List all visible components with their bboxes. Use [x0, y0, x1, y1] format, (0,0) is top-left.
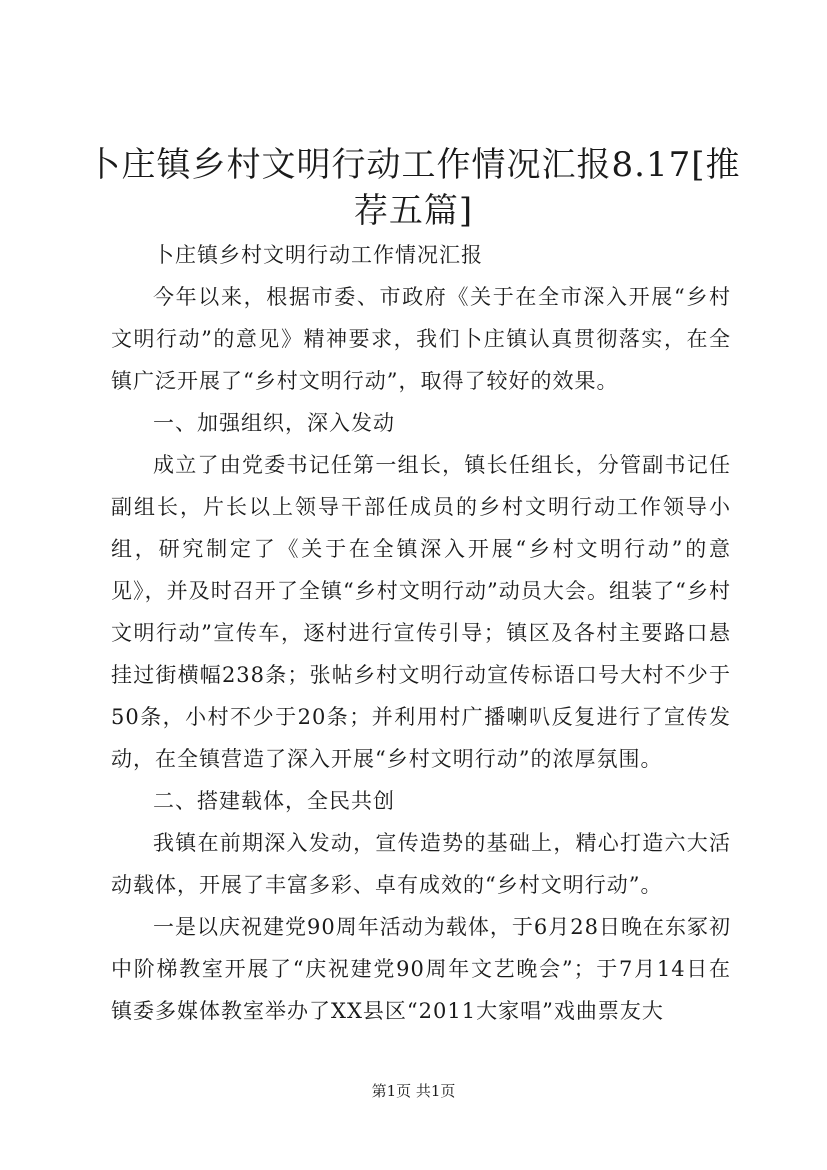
paragraph-intro: 今年以来，根据市委、市政府《关于在全市深入开展“乡村文明行动”的意见》精神要求，我们卜庄镇认真贯彻落实，在全镇广泛开展了“乡村文明行动”，取得了较好的效果。 [111, 285, 731, 393]
document-subtitle: 卜庄镇乡村文明行动工作情况汇报 [153, 243, 483, 267]
page-footer: 第1页 共1页 [371, 1082, 456, 1100]
paragraph-party-anniversary: 一是以庆祝建党90周年活动为载体，于6月28日晚在东冢初中阶梯教室开展了“庆祝建党90周年文艺晚会”；于7月14日在镇委多媒体教室举办了XX县区“2011大家唱”戏曲票友大 [111, 915, 731, 1023]
paragraph-organization: 成立了由党委书记任第一组长，镇长任组长，分管副书记任副组长，片长以上领导干部任成员的乡村文明行动工作领导小组，研究制定了《关于在全镇深入开展“乡村文明行动”的意见》，并及时召开了全镇“乡村文明行动”动员大会。组装了“乡村文明行动”宣传车，逐村进行宣传引导；镇区及各村主要路口悬挂过街横幅238条；张帖乡村文明行动宣传标语口号大村不少于50条，小村不少于20条；并利用村广播喇叭反复进行了宣传发动，在全镇营造了深入开展“乡村文明行动”的浓厚氛围。 [111, 453, 731, 771]
paragraph-carriers: 我镇在前期深入发动，宣传造势的基础上，精心打造六大活动载体，开展了丰富多彩、卓有成效的“乡村文明行动”。 [111, 831, 731, 897]
document-body [111, 234, 731, 1032]
section-heading-2: 二、搭建载体，全民共创 [153, 789, 395, 813]
section-heading-1: 一、加强组织，深入发动 [153, 411, 395, 435]
document-title: 卜庄镇乡村文明行动工作情况汇报8.17[推荐五篇] [86, 145, 741, 231]
